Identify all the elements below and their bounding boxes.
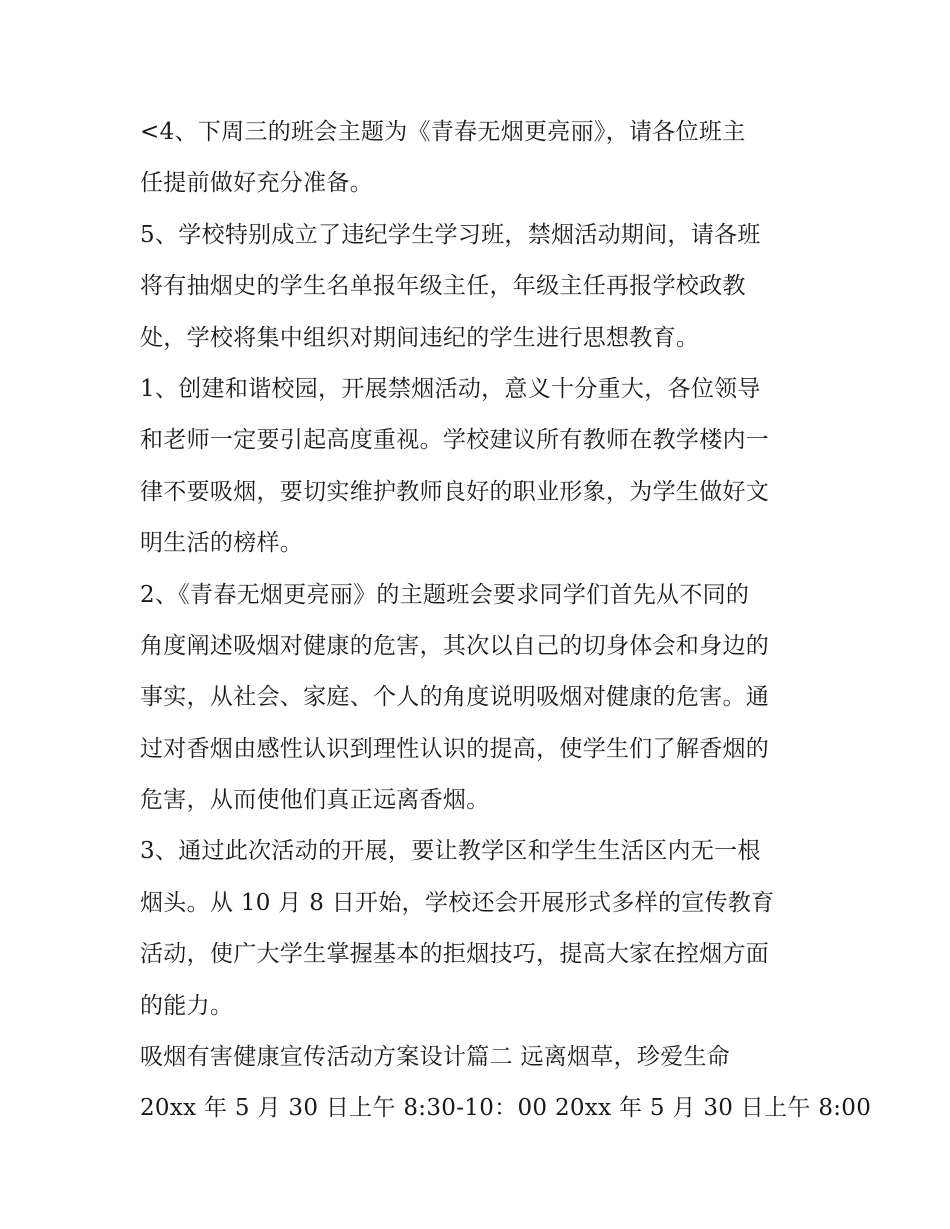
text-line: 活动，使广大学生掌握基本的拒烟技巧，提高大家在控烟方面 bbox=[140, 941, 770, 968]
text-line: 律不要吸烟，要切实维护教师良好的职业形象，为学生做好文 bbox=[140, 478, 770, 505]
text-line: 危害，从而使他们真正远离香烟。 bbox=[140, 787, 490, 814]
paragraph-item-5 bbox=[140, 210, 820, 364]
text-line: 的能力。 bbox=[140, 992, 234, 1019]
text-line: 明生活的榜样。 bbox=[140, 530, 304, 557]
text-line: <4、下周三的班会主题为《青春无烟更亮丽》，请各位班主 bbox=[140, 119, 746, 145]
text-line: 事实，从社会、家庭、个人的角度说明吸烟对健康的危害。通 bbox=[140, 684, 770, 711]
text-line: 过对香烟由感性认识到理性认识的提高，使学生们了解香烟的 bbox=[140, 735, 770, 762]
schedule-paragraph bbox=[140, 1083, 872, 1134]
paragraph-point-2 bbox=[140, 570, 820, 827]
text-line: 5、学校特别成立了违纪学生学习班，禁烟活动期间，请各班 bbox=[140, 221, 761, 248]
text-line: 任提前做好充分准备。 bbox=[140, 170, 373, 197]
text-line: 20xx 年 5 月 30 日上午 8:30-10：00 20xx 年 5 月 30 日上午 8:00 bbox=[140, 1095, 872, 1122]
document-body bbox=[140, 107, 872, 1135]
section-heading bbox=[140, 1032, 820, 1083]
text-line: 烟头。从 10 月 8 日开始，学校还会开展形式多样的宣传教育 bbox=[140, 889, 775, 916]
text-line: 将有抽烟史的学生名单报年级主任，年级主任再报学校政教 bbox=[140, 273, 746, 300]
paragraph-point-1 bbox=[140, 364, 820, 570]
text-line: 和老师一定要引起高度重视。学校建议所有教师在教学楼内一 bbox=[140, 427, 770, 454]
heading-line: 吸烟有害健康宣传活动方案设计篇二 远离烟草，珍爱生命 bbox=[140, 1044, 731, 1071]
text-line: 3、通过此次活动的开展，要让教学区和学生生活区内无一根 bbox=[140, 838, 761, 865]
paragraph-point-3 bbox=[140, 826, 820, 1032]
paragraph-item-4 bbox=[140, 107, 820, 210]
text-line: 处，学校将集中组织对期间违纪的学生进行思想教育。 bbox=[140, 324, 700, 351]
text-line: 2、《青春无烟更亮丽》的主题班会要求同学们首先从不同的 bbox=[140, 581, 750, 608]
text-line: 角度阐述吸烟对健康的危害，其次以自己的切身体会和身边的 bbox=[140, 632, 770, 659]
text-line: 1、创建和谐校园，开展禁烟活动，意义十分重大，各位领导 bbox=[140, 375, 761, 402]
